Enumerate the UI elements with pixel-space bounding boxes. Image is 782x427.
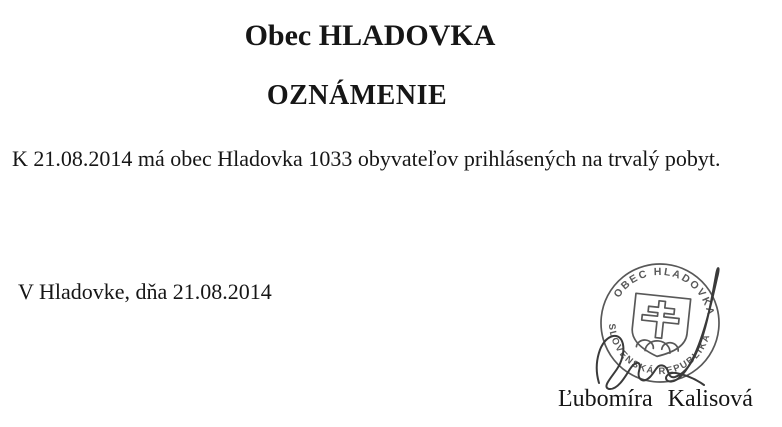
slovak-coat-of-arms-icon <box>630 293 691 359</box>
document-title: Obec HLADOVKA <box>244 19 496 52</box>
document-subtitle: OZNÁMENIE <box>266 80 448 111</box>
stamp-ring-bottom-text: SLOVENSKÁ REPUBLIKA <box>605 323 713 378</box>
stamp-ring-top-text: OBEC HLADOVKA <box>611 265 717 318</box>
official-stamp <box>578 252 768 397</box>
body-text: K 21.08.2014 má obec Hladovka 1033 obyvateľov prihlásených na trvalý pobyt. <box>12 146 721 171</box>
signatory-name: Ľubomíra Kalisová <box>558 386 753 412</box>
double-cross <box>640 299 681 340</box>
shield-outline <box>630 293 691 359</box>
date-line: V Hladovke, dňa 21.08.2014 <box>18 279 272 304</box>
